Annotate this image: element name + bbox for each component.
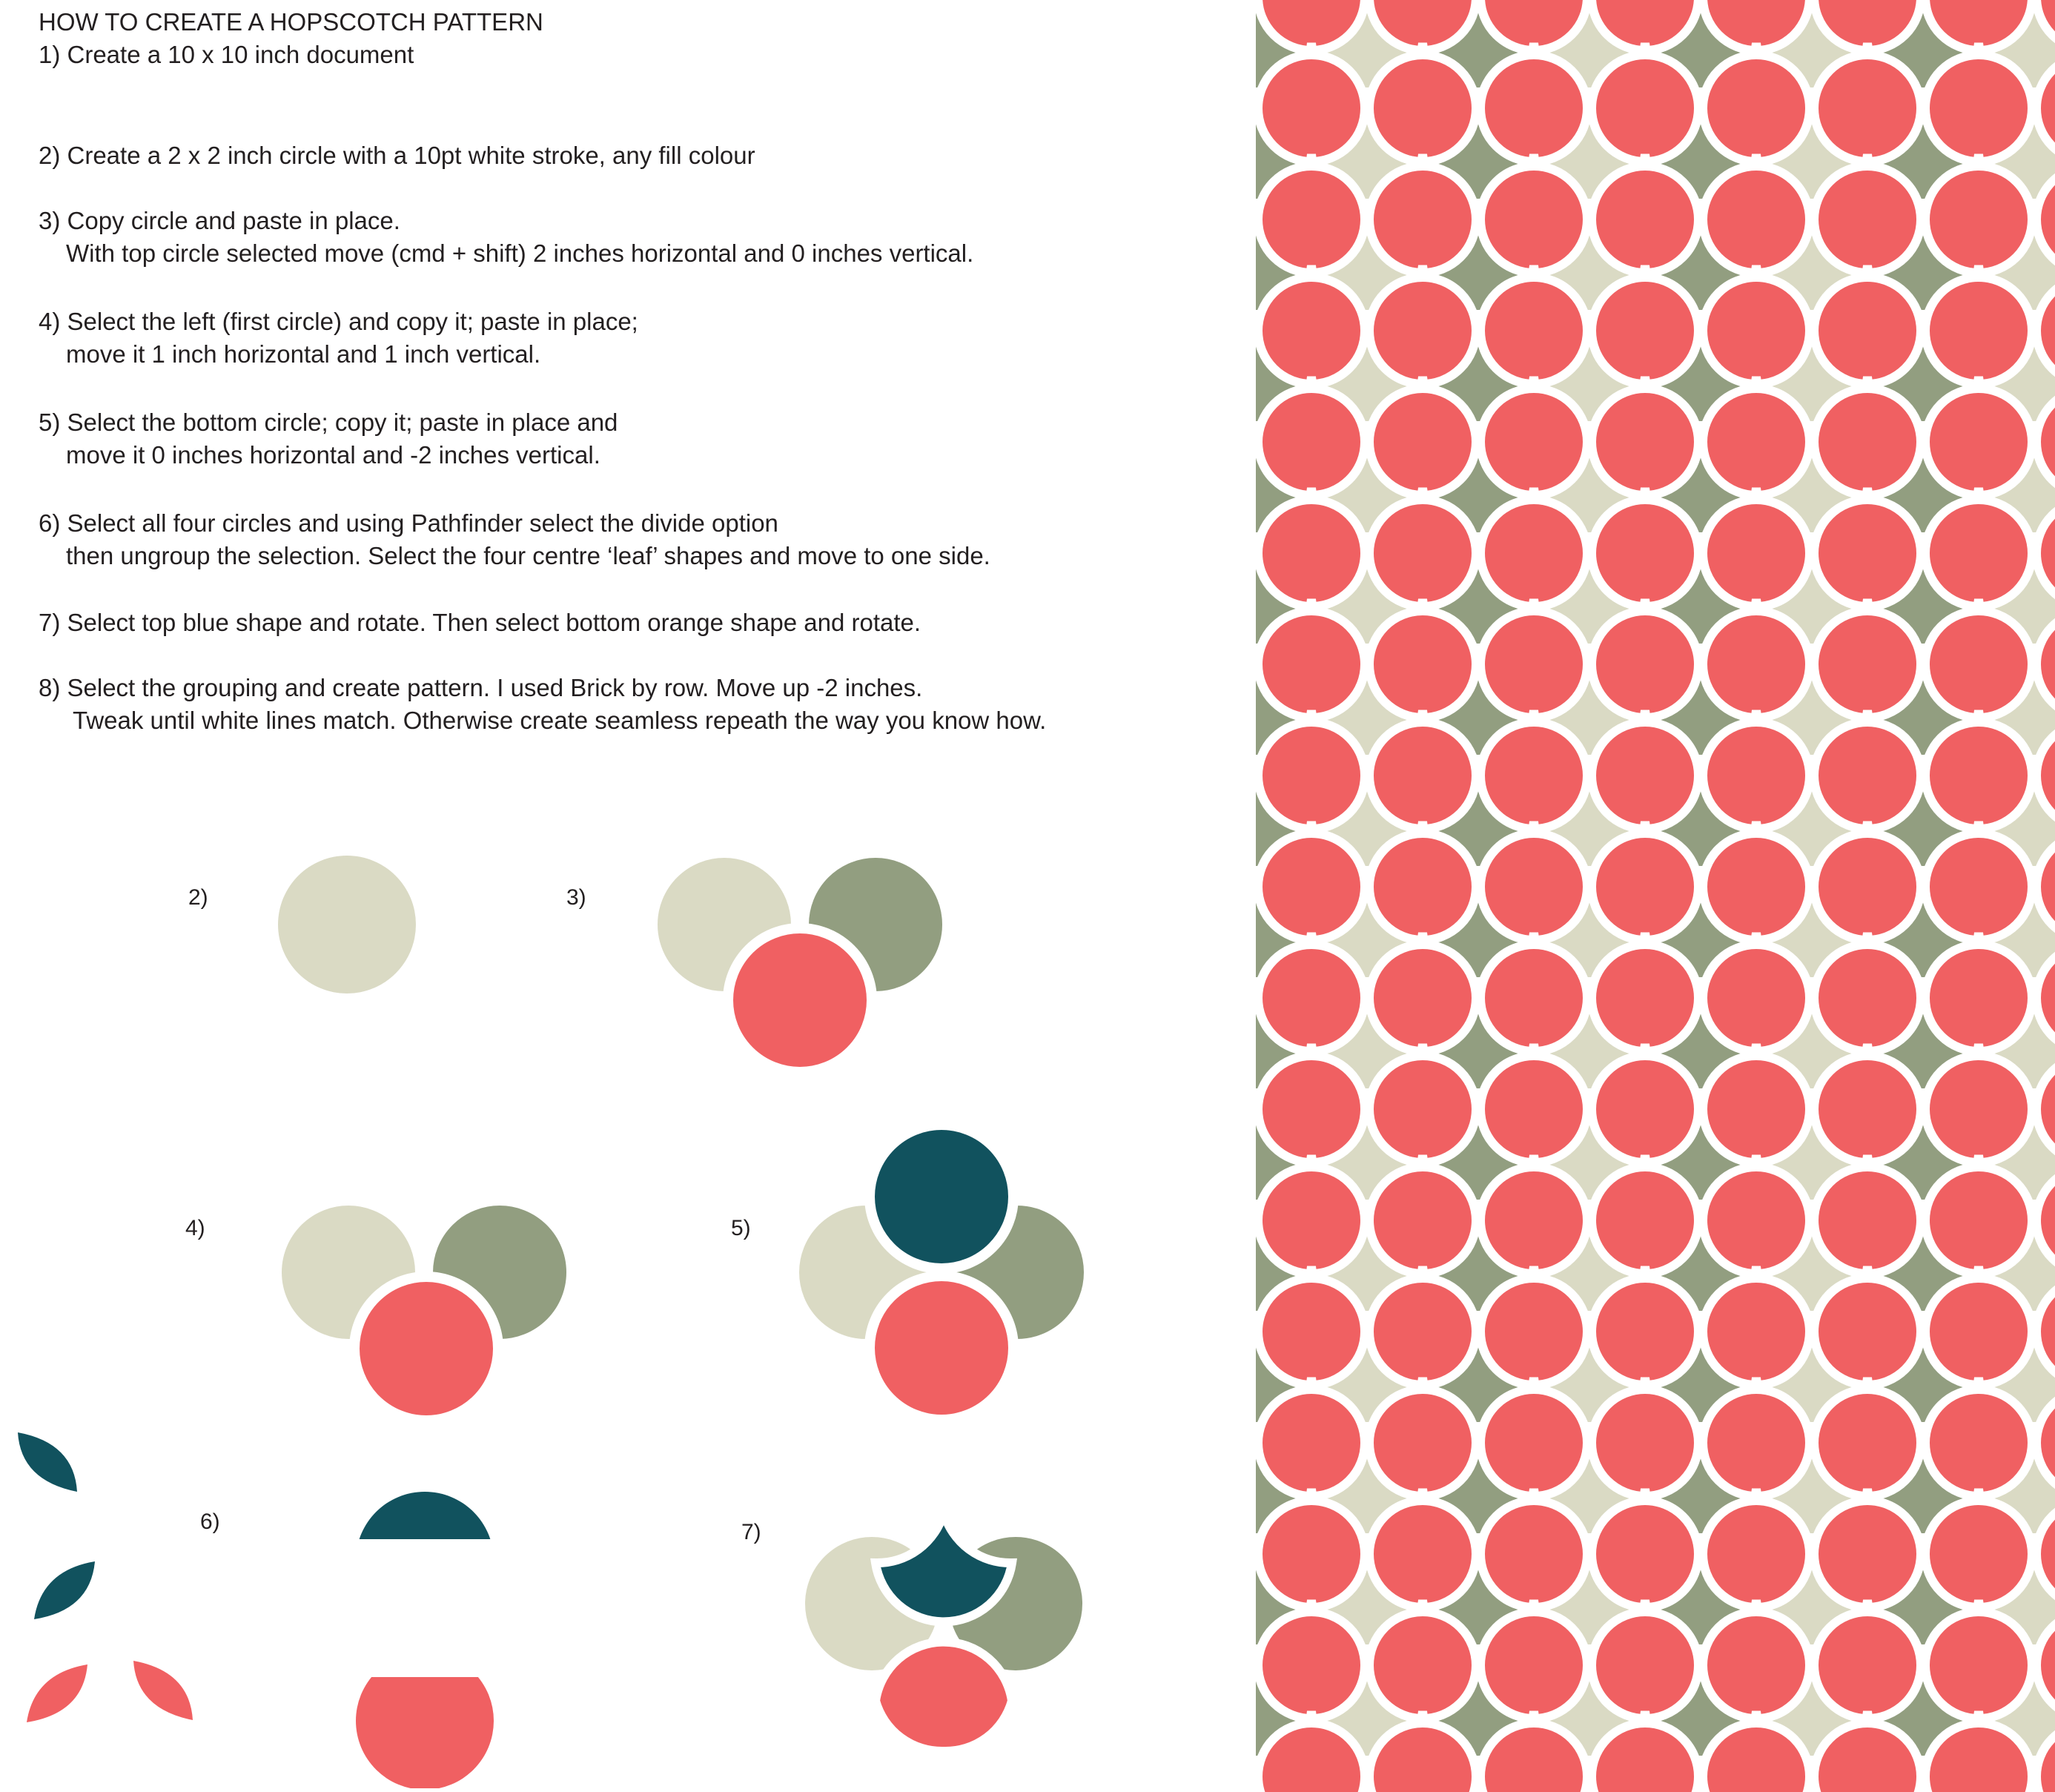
pattern-teal-shape — [1147, 154, 1254, 257]
pattern-coral-shape — [1814, 722, 1921, 829]
pattern-circle — [1091, 655, 1198, 761]
pattern-coral-shape — [1592, 945, 1698, 1051]
pattern-teal-shape — [1147, 488, 1254, 590]
step-3-line-1: 3) Copy circle and paste in place. — [39, 207, 400, 234]
pattern-teal-shape — [1147, 1044, 1254, 1146]
pattern-coral-shape — [1258, 1278, 1365, 1385]
pattern-coral-shape — [1147, 389, 1254, 495]
pattern-coral-shape — [1703, 833, 1810, 940]
pattern-coral-shape — [1147, 1501, 1254, 1607]
page-title: HOW TO CREATE A HOPSCOTCH PATTERN — [39, 8, 543, 36]
step-4-line-2: move it 1 inch horizontal and 1 inch vertical. — [66, 340, 541, 368]
leaf-shapes — [18, 1432, 193, 1722]
pattern-teal-shape — [1147, 1378, 1254, 1480]
pattern-teal-shape — [1147, 599, 1254, 701]
pattern-coral-shape — [1147, 833, 1254, 940]
pattern-coral-shape — [1592, 1389, 1698, 1496]
pattern-coral-shape — [1925, 500, 2032, 606]
pattern-coral-shape — [1147, 722, 1254, 829]
pattern-coral-shape — [1592, 1612, 1698, 1719]
crescent-sage — [499, 1566, 574, 1716]
pattern-coral-shape — [1703, 611, 1810, 718]
pattern-coral-shape — [1369, 611, 1476, 718]
pattern-coral-shape — [1369, 1723, 1476, 1792]
pattern-circle — [1091, 766, 1198, 873]
pattern-circle — [1091, 1100, 1198, 1206]
pattern-coral-shape — [1258, 611, 1365, 718]
pattern-coral-shape — [1258, 1389, 1365, 1496]
pattern-coral-shape — [1258, 1723, 1365, 1792]
pattern-circle — [1091, 877, 1198, 984]
pattern-coral-shape — [1703, 166, 1810, 273]
figure-step-3 — [652, 853, 947, 1072]
pattern-coral-shape — [1147, 166, 1254, 273]
pattern-coral-shape — [1925, 1501, 2032, 1607]
pattern-coral-shape — [1369, 55, 1476, 162]
pattern-circle — [1091, 988, 1198, 1095]
pattern-teal-shape — [1147, 377, 1254, 479]
pattern-coral-shape — [1480, 833, 1587, 940]
pattern-coral-shape — [1258, 1056, 1365, 1163]
pattern-coral-shape — [1592, 55, 1698, 162]
pattern-circle — [1091, 1211, 1198, 1317]
figure-label-5: 5) — [731, 1216, 751, 1240]
pattern-coral-shape — [1480, 500, 1587, 606]
pattern-coral-shape — [1369, 1389, 1476, 1496]
pattern-circle — [1091, 210, 1198, 317]
figure-label-4: 4) — [185, 1216, 205, 1240]
cap-coral — [356, 1652, 494, 1790]
pattern-coral-shape — [1703, 1278, 1810, 1385]
pattern-coral-shape — [1480, 1167, 1587, 1274]
pattern-circle — [1091, 321, 1198, 428]
pattern-coral-shape — [1147, 1389, 1254, 1496]
pattern-coral-shape — [1814, 166, 1921, 273]
pattern-coral-shape — [1592, 722, 1698, 829]
pattern-circle — [1091, 543, 1198, 650]
pattern-coral-shape — [1258, 1501, 1365, 1607]
pattern-coral-shape — [1480, 611, 1587, 718]
pattern-coral-shape — [1925, 1278, 2032, 1385]
pattern-coral-shape — [1480, 55, 1587, 162]
pattern-coral-shape — [1480, 389, 1587, 495]
pattern-coral-shape — [1925, 277, 2032, 384]
pattern-coral-shape — [1592, 611, 1698, 718]
pattern-coral-shape — [1480, 1389, 1587, 1496]
step-1-line-1: 1) Create a 10 x 10 inch document — [39, 41, 414, 68]
pattern-coral-shape — [1369, 1278, 1476, 1385]
pattern-coral-shape — [1258, 1167, 1365, 1274]
pattern-coral-shape — [1814, 945, 1921, 1051]
teardrop-teal — [876, 1512, 1012, 1621]
teardrop-coral — [876, 1642, 1012, 1751]
figure-label-2: 2) — [188, 885, 208, 910]
pattern-coral-shape — [1814, 500, 1921, 606]
pattern-coral-shape — [1703, 277, 1810, 384]
pattern-coral-shape — [1147, 1167, 1254, 1274]
pattern-circle — [1091, 1767, 1198, 1792]
circle-teal — [870, 1125, 1013, 1269]
figure-label-6: 6) — [200, 1510, 220, 1534]
pattern-coral-shape — [1480, 1501, 1587, 1607]
pattern-teal-shape — [1147, 1711, 1254, 1792]
cap-teal — [356, 1492, 494, 1630]
figure-step-5 — [794, 1125, 1089, 1420]
pattern-circle — [1091, 432, 1198, 539]
pattern-coral-shape — [1814, 1501, 1921, 1607]
pattern-coral-shape — [1814, 611, 1921, 718]
figure-step-7 — [800, 1512, 1088, 1751]
pattern-coral-shape — [1258, 166, 1365, 273]
leaf-teal-1 — [18, 1432, 77, 1492]
pattern-coral-shape — [1147, 1723, 1254, 1792]
pattern-coral-shape — [1814, 833, 1921, 940]
circle-coral — [870, 1276, 1013, 1420]
pattern-coral-shape — [1592, 166, 1698, 273]
pattern-coral-shape — [1925, 1389, 2032, 1496]
circle-coral — [728, 928, 872, 1072]
pattern-coral-shape — [1703, 55, 1810, 162]
circle-coral — [354, 1277, 498, 1421]
pattern-coral-shape — [1147, 1278, 1254, 1385]
pattern-coral-shape — [1814, 1612, 1921, 1719]
pattern-coral-shape — [1703, 1389, 1810, 1496]
leaf-coral-1 — [27, 1664, 87, 1722]
circle-beige — [278, 856, 416, 993]
step-3-line-2: With top circle selected move (cmd + shift) 2 inches horizontal and 0 inches vertical. — [66, 239, 974, 267]
crescent-beige — [276, 1566, 351, 1716]
pattern-teal-shape — [1147, 265, 1254, 368]
pattern-coral-shape — [1925, 1167, 2032, 1274]
pattern-coral-shape — [1258, 945, 1365, 1051]
step-4-line-1: 4) Select the left (first circle) and copy it; paste in place; — [39, 308, 638, 335]
pattern-coral-shape — [1703, 389, 1810, 495]
figure-step-4 — [277, 1200, 572, 1421]
pattern-coral-shape — [1703, 1612, 1810, 1719]
leaf-coral-2 — [133, 1661, 193, 1720]
pattern-coral-shape — [1703, 1167, 1810, 1274]
pattern-coral-shape — [1925, 945, 2032, 1051]
pattern-coral-shape — [1814, 1278, 1921, 1385]
pattern-circle — [1091, 1322, 1198, 1429]
pattern-coral-shape — [1925, 833, 2032, 940]
pattern-coral-shape — [1369, 166, 1476, 273]
pattern-circle — [1091, 99, 1198, 205]
pattern-coral-shape — [1592, 389, 1698, 495]
pattern-coral-shape — [1925, 389, 2032, 495]
pattern-coral-shape — [1592, 277, 1698, 384]
pattern-coral-shape — [1369, 389, 1476, 495]
step-6-line-1: 6) Select all four circles and using Pathfinder select the divide option — [39, 509, 778, 537]
pattern-coral-shape — [1480, 1278, 1587, 1385]
pattern-coral-shape — [1480, 1723, 1587, 1792]
pattern-coral-shape — [1369, 1167, 1476, 1274]
step-2-line-1: 2) Create a 2 x 2 inch circle with a 10pt white stroke, any fill colour — [39, 142, 755, 169]
pattern-coral-shape — [1814, 1389, 1921, 1496]
pattern-coral-shape — [1258, 389, 1365, 495]
pattern-coral-shape — [1814, 55, 1921, 162]
figure-step-6 — [276, 1492, 574, 1790]
pattern-coral-shape — [1592, 500, 1698, 606]
pattern-panel — [1091, 0, 2055, 1792]
pattern-teal-shape — [1147, 821, 1254, 924]
pattern-coral-shape — [1925, 1056, 2032, 1163]
pattern-coral-shape — [1147, 611, 1254, 718]
pattern-coral-shape — [1147, 500, 1254, 606]
step-8-line-1: 8) Select the grouping and create pattern. I used Brick by row. Move up -2 inches. — [39, 674, 923, 701]
pattern-circle — [1091, 1544, 1198, 1651]
pattern-coral-shape — [1258, 500, 1365, 606]
pattern-coral-shape — [1258, 55, 1365, 162]
pattern-coral-shape — [1369, 277, 1476, 384]
pattern-coral-shape — [1369, 945, 1476, 1051]
pattern-coral-shape — [1369, 1501, 1476, 1607]
pattern-coral-shape — [1592, 1278, 1698, 1385]
step-5-line-1: 5) Select the bottom circle; copy it; paste in place and — [39, 409, 618, 436]
pattern-coral-shape — [1147, 277, 1254, 384]
pattern-coral-shape — [1703, 1056, 1810, 1163]
pattern-coral-shape — [1147, 0, 1254, 50]
pattern-coral-shape — [1703, 500, 1810, 606]
pattern-coral-shape — [1258, 277, 1365, 384]
pattern-coral-shape — [1592, 1723, 1698, 1792]
pattern-coral-shape — [1147, 1612, 1254, 1719]
pattern-teal-shape — [1147, 1155, 1254, 1257]
pattern-coral-shape — [1258, 833, 1365, 940]
step-8-line-2: Tweak until white lines match. Otherwise create seamless repeath the way you know how. — [73, 707, 1047, 734]
pattern-coral-shape — [1703, 1723, 1810, 1792]
pattern-coral-shape — [1480, 1056, 1587, 1163]
leaf-teal-2 — [34, 1561, 95, 1619]
pattern-coral-shape — [1369, 500, 1476, 606]
pattern-teal-shape — [1147, 933, 1254, 1035]
pattern-teal-shape — [1147, 1489, 1254, 1591]
pattern-coral-shape — [1480, 945, 1587, 1051]
pattern-coral-shape — [1258, 722, 1365, 829]
pattern-coral-shape — [1258, 1612, 1365, 1719]
pattern-coral-shape — [1703, 722, 1810, 829]
pattern-circle — [1091, 1433, 1198, 1540]
pattern-coral-shape — [1814, 389, 1921, 495]
pattern-coral-shape — [1814, 277, 1921, 384]
pattern-coral-shape — [1814, 1167, 1921, 1274]
pattern-teal-shape — [1147, 0, 1254, 34]
pattern-coral-shape — [1480, 1612, 1587, 1719]
pattern-coral-shape — [1480, 166, 1587, 273]
pattern-coral-shape — [1592, 1056, 1698, 1163]
pattern-coral-shape — [1703, 1501, 1810, 1607]
pattern-coral-shape — [1369, 722, 1476, 829]
pattern-coral-shape — [1480, 722, 1587, 829]
figure-label-7: 7) — [741, 1520, 761, 1544]
pattern-teal-shape — [1147, 1600, 1254, 1702]
pattern-circle — [1091, 1656, 1198, 1762]
figure-label-3: 3) — [566, 885, 586, 910]
pattern-coral-shape — [1925, 722, 2032, 829]
pattern-coral-shape — [1480, 277, 1587, 384]
pattern-teal-shape — [1147, 43, 1254, 145]
pattern-coral-shape — [1925, 1723, 2032, 1792]
pattern-coral-shape — [1147, 1056, 1254, 1163]
pattern-coral-shape — [1703, 945, 1810, 1051]
pattern-teal-shape — [1147, 710, 1254, 813]
pattern-coral-shape — [1925, 166, 2032, 273]
pattern-coral-shape — [1369, 1612, 1476, 1719]
pattern-coral-shape — [1147, 55, 1254, 162]
pattern-coral-shape — [1925, 611, 2032, 718]
pattern-coral-shape — [1369, 1056, 1476, 1163]
step-7-line-1: 7) Select top blue shape and rotate. Then select bottom orange shape and rotate. — [39, 609, 921, 636]
pattern-teal-shape — [1147, 1266, 1254, 1369]
pattern-coral-shape — [1925, 1612, 2032, 1719]
pattern-coral-shape — [1925, 55, 2032, 162]
pattern-coral-shape — [1369, 833, 1476, 940]
pattern-coral-shape — [1592, 1501, 1698, 1607]
pattern-circle — [1091, 0, 1198, 94]
pattern-coral-shape — [1592, 1167, 1698, 1274]
pattern-coral-shape — [1814, 1723, 1921, 1792]
pattern-coral-shape — [1147, 945, 1254, 1051]
figure-step-2 — [278, 856, 416, 993]
step-6-line-2: then ungroup the selection. Select the four centre ‘leaf’ shapes and move to one side. — [66, 542, 990, 569]
pattern-coral-shape — [1814, 1056, 1921, 1163]
pattern-coral-shape — [1592, 833, 1698, 940]
step-5-line-2: move it 0 inches horizontal and -2 inches vertical. — [66, 441, 600, 469]
